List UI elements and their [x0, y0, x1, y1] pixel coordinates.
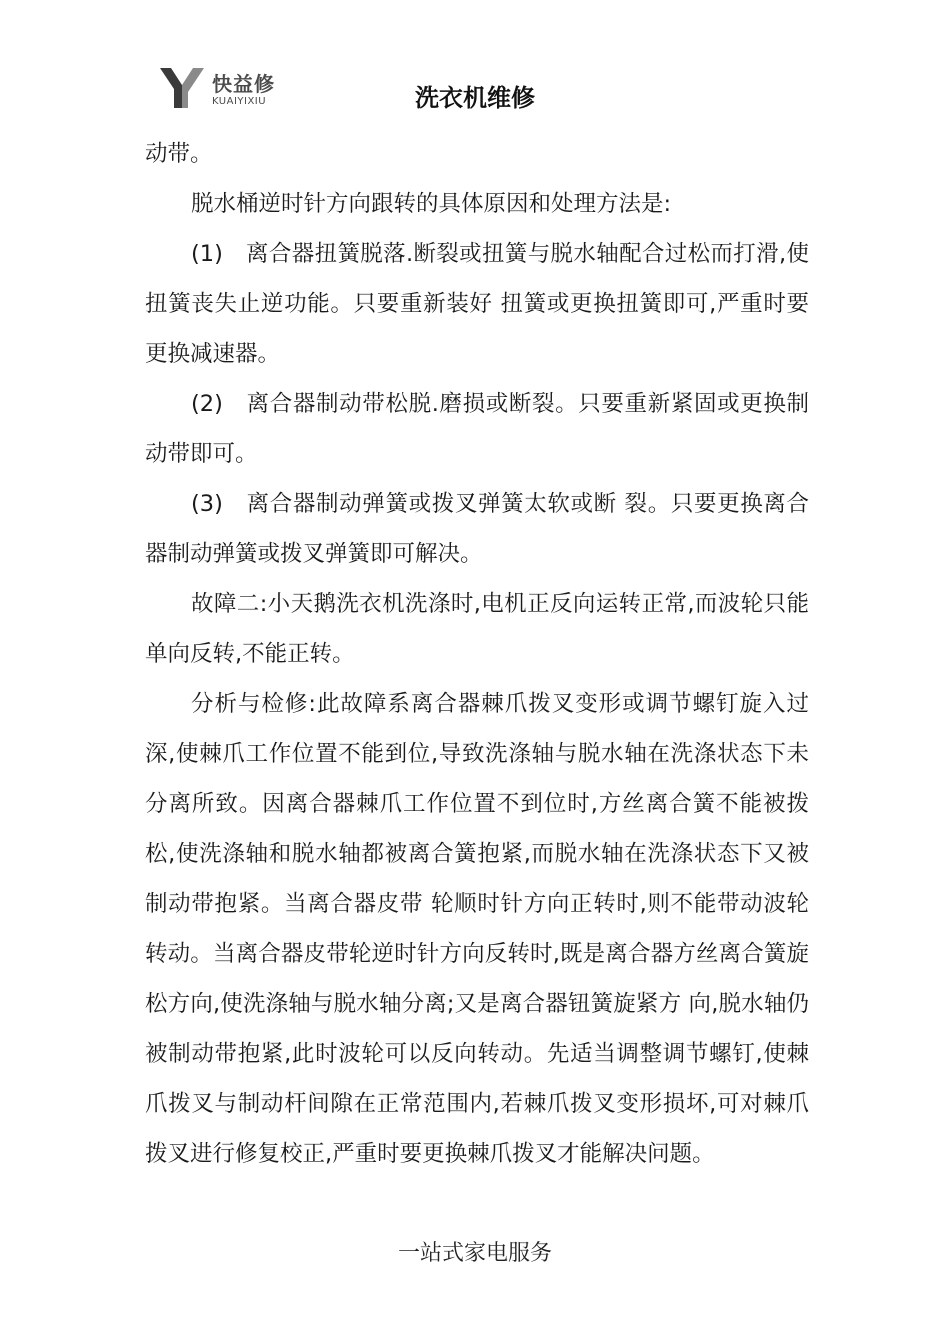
paragraph-cause-1: (1) 离合器扭簧脱落.断裂或扭簧与脱水轴配合过松而打滑,使扭簧丧失止逆功能。只要重新装好 扭簧或更换扭簧即可,严重时要更换减速器。 [145, 241, 809, 367]
brand-logo [160, 66, 300, 112]
logo-text-cn: 快益修 [212, 72, 275, 96]
paragraph-continuation: 动带。 [145, 141, 213, 167]
logo-y-icon [160, 68, 204, 108]
logo-text-en: KUAIYIXIU [212, 96, 267, 107]
paragraph-causes-intro: 脱水桶逆时针方向跟转的具体原因和处理方法是: [191, 191, 672, 217]
paragraph-cause-3: (3) 离合器制动弹簧或拨叉弹簧太软或断 裂。只要更换离合器制动弹簧或拨叉弹簧即可解决。 [145, 491, 809, 567]
paragraph-fault-2: 故障二:小天鹅洗衣机洗涤时,电机正反向运转正常,而波轮只能单向反转,不能正转。 [145, 591, 809, 667]
page-footer: 一站式家电服务 [397, 1241, 552, 1266]
paragraph-cause-2: (2) 离合器制动带松脱.磨损或断裂。只要重新紧固或更换制动带即可。 [145, 391, 809, 467]
page-title: 洗衣机维修 [415, 84, 535, 112]
paragraph-analysis: 分析与检修:此故障系离合器棘爪拨叉变形或调节螺钉旋入过深,使棘爪工作位置不能到位,导致洗涤轴与脱水轴在洗涤状态下未分离所致。因离合器棘爪工作位置不到位时,方丝离合簧不能被拨松,使洗涤轴和脱水轴都被离合簧抱紧,而脱水轴在洗涤状态下又被制动带抱紧。当离合器皮带 轮顺时针方向正转时,则不能带动波轮转动。当离合器皮带轮逆时针方向反转时,既是离合器方丝离合簧旋松方向,使洗涤轴与脱水轴分离;又是离合器钮簧旋紧方 向,脱水轴仍被制动带抱紧,此时波轮可以反向转动。先适当调整调节螺钉,使棘爪拨叉与制动杆间隙在正常范围内,若棘爪拨叉变形损坏,可对棘爪拨叉进行修复校正,严重时要更换棘爪拨叉才能解决问题。 [145, 691, 809, 1167]
document-body [145, 129, 809, 1179]
page-header [0, 0, 950, 130]
